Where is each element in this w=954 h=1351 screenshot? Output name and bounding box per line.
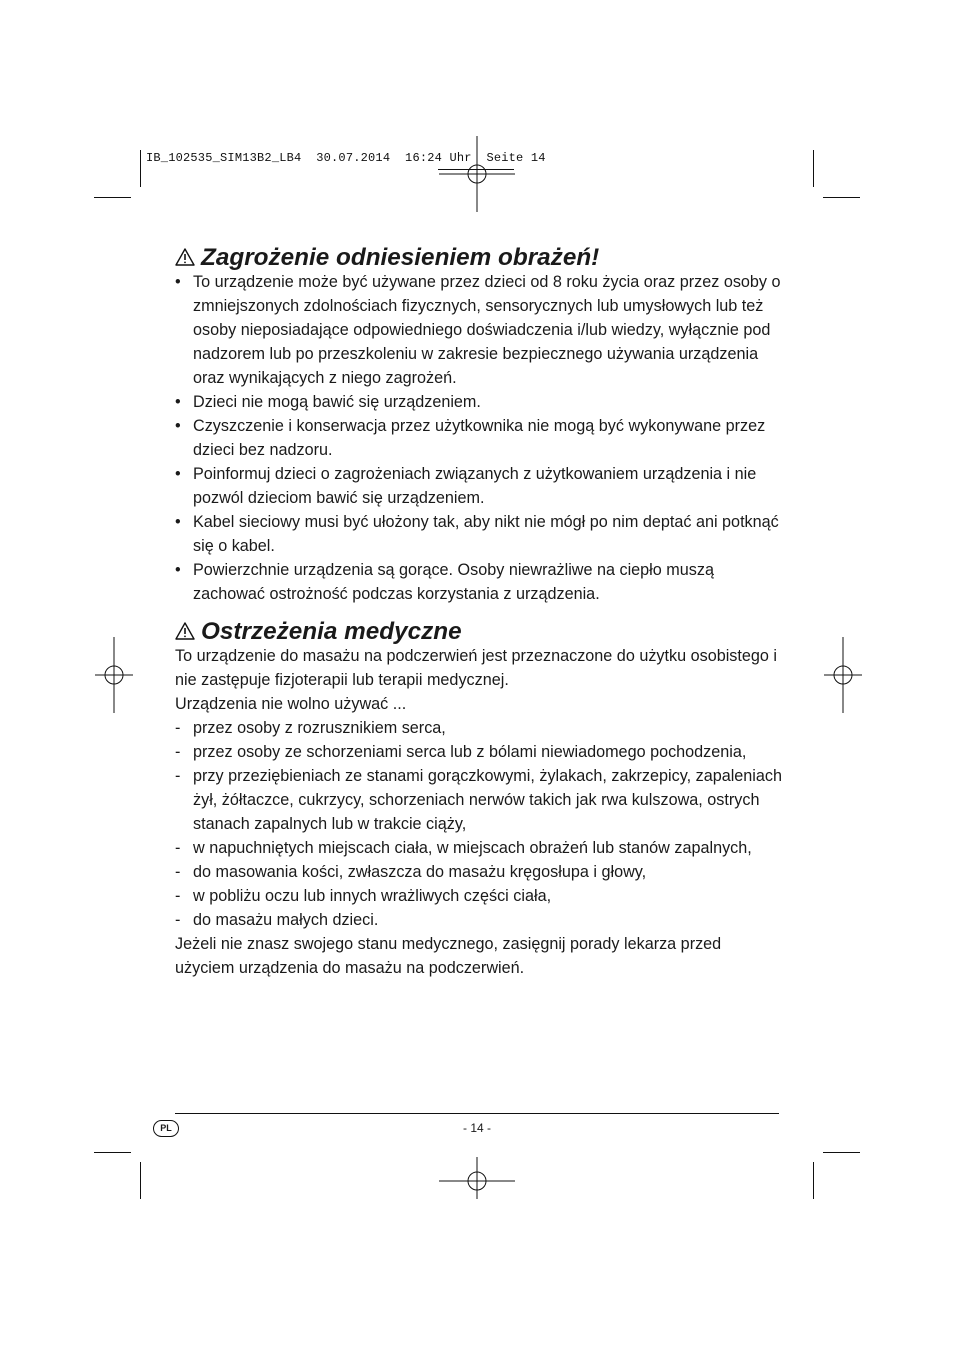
crop-mark (813, 1162, 814, 1199)
print-slug: IB_102535_SIM13B2_LB4 30.07.2014 16:24 Uhr Seite 14 (146, 151, 546, 165)
crop-mark (140, 1162, 141, 1199)
list-item: - przez osoby ze schorzeniami serca lub z bólami niewiadomego pochodzenia, (175, 740, 785, 764)
list-item: • Czyszczenie i konserwacja przez użytkownika nie mogą być wykonywane przez dzieci bez nadzoru. (175, 414, 785, 462)
medical-closing: Jeżeli nie znasz swojego stanu medycznego, zasięgnij porady lekarza przed użyciem urządzenia do masażu na podczerwień. (175, 935, 722, 977)
list-item: - w pobliżu oczu lub innych wrażliwych części ciała, (175, 884, 785, 908)
page-content (175, 246, 785, 980)
medical-intro: To urządzenie do masażu na podczerwień jest przeznaczone do użytku osobistego i nie zastępuje fizjoterapii lub terapii medycznej. (175, 647, 777, 689)
list-item: • To urządzenie może być używane przez dzieci od 8 roku życia oraz przez osoby o zmniejszonych zdolnościach fizycznych, sensorycznych lub umysłowych lub też osoby nieposiadające odpowiedniego doświadczenia i/lub wiedzy, wyłącznie pod nadzorem lub po przeszkoleniu w zakresie bezpiecznego używania urządzenia oraz wynikających z niego zagrożeń. (175, 270, 785, 390)
warning-triangle-icon (175, 622, 195, 640)
crop-mark (813, 150, 814, 187)
list-item: • Dzieci nie mogą bawić się urządzeniem. (175, 390, 785, 414)
section-title: Ostrzeżenia medyczne (201, 618, 462, 645)
registration-mark-icon (95, 637, 171, 713)
contraindication-list (175, 716, 785, 932)
list-item: • Poinformuj dzieci o zagrożeniach związanych z użytkowaniem urządzenia i nie pozwól dzieciom bawić się urządzeniem. (175, 462, 785, 510)
page-number: - 14 - (462, 1121, 491, 1135)
list-item: • Kabel sieciowy musi być ułożony tak, aby nikt nie mógł po nim deptać ani potknąć się o kabel. (175, 510, 785, 558)
warning-triangle-icon (175, 248, 195, 266)
medical-lead: Urządzenia nie wolno używać ... (175, 695, 407, 713)
registration-mark-icon (439, 1143, 515, 1219)
crop-mark (94, 1152, 131, 1153)
injury-bullet-list (175, 270, 785, 606)
footer-rule (175, 1113, 779, 1114)
list-item: - do masowania kości, zwłaszcza do masażu kręgosłupa i głowy, (175, 860, 785, 884)
list-item: - przy przeziębieniach ze stanami gorączkowymi, żylakach, zakrzepicy, zapaleniach żył, żółtaczce, cukrzycy, schorzeniach nerwów takich jak rwa kulszowa, ostrych stanach zapalnych lub w trakcie ciąży, (175, 764, 785, 836)
list-item: - do masażu małych dzieci. (175, 908, 785, 932)
crop-mark (823, 197, 860, 198)
section-heading-injury (175, 246, 785, 270)
crop-mark (823, 1152, 860, 1153)
registration-mark-icon (805, 637, 881, 713)
list-item: - w napuchniętych miejscach ciała, w miejscach obrażeń lub stanów zapalnych, (175, 836, 785, 860)
crop-mark (94, 197, 131, 198)
section-heading-medical (175, 620, 785, 644)
medical-warnings-section (175, 620, 785, 980)
list-item: • Powierzchnie urządzenia są gorące. Osoby niewrażliwe na ciepło muszą zachować ostrożność podczas korzystania z urządzenia. (175, 558, 785, 606)
section-title: Zagrożenie odniesieniem obrażeń! (201, 244, 600, 271)
language-badge: PL (153, 1120, 179, 1137)
list-item: - przez osoby z rozrusznikiem serca, (175, 716, 785, 740)
registration-mark-icon (439, 136, 515, 212)
crop-mark (140, 150, 141, 187)
